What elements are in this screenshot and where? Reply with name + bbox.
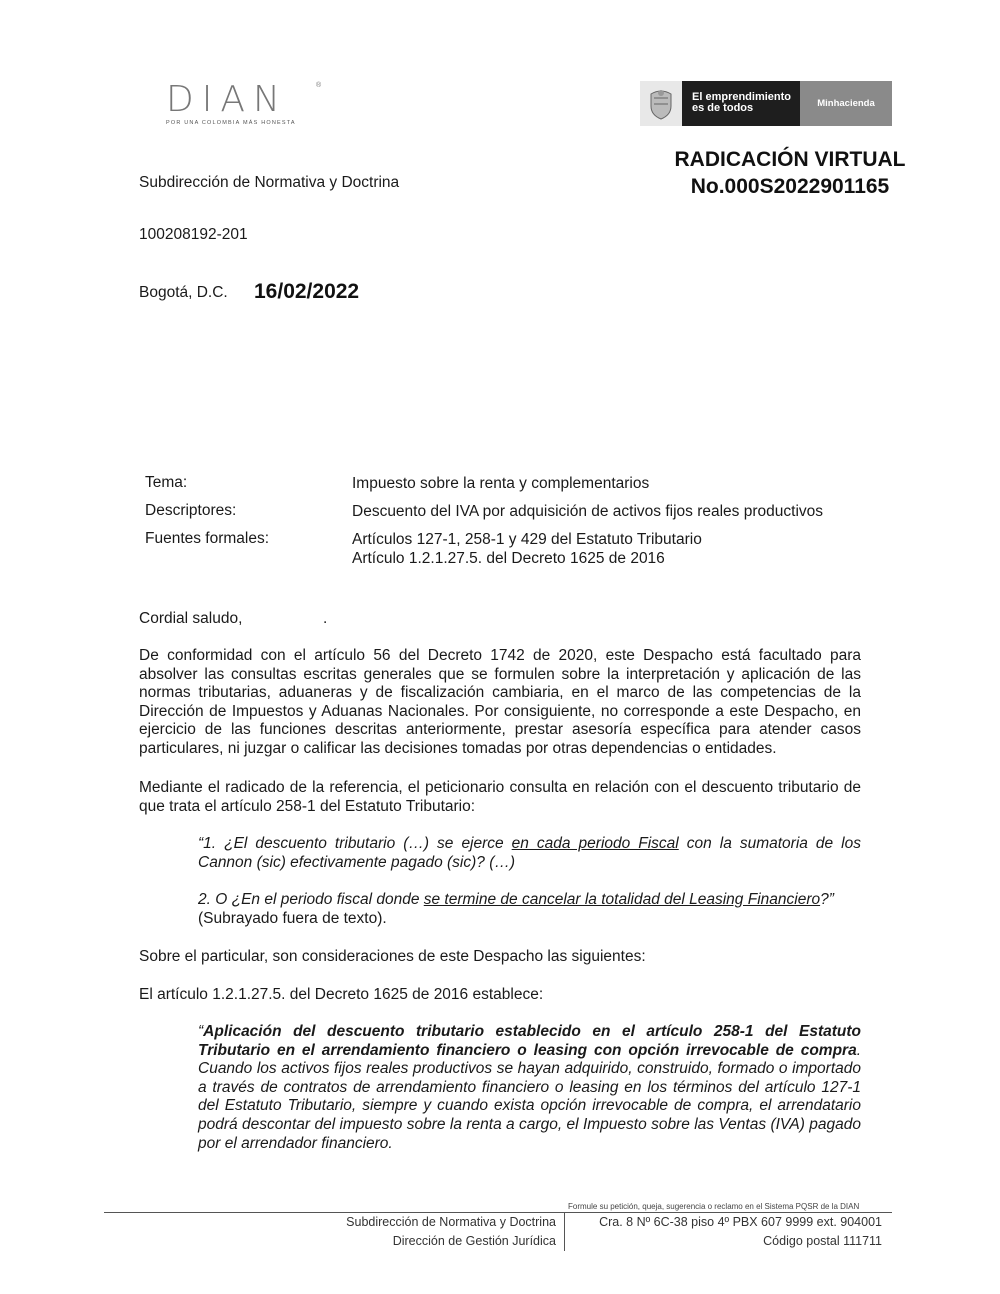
dian-logo-tagline: POR UNA COLOMBIA MÁS HONESTA [166, 120, 296, 126]
descriptores-value: Descuento del IVA por adquisición de activos fijos reales productivos [352, 503, 824, 520]
gov-slogan-line-2: es de todos [692, 102, 754, 114]
greeting: Cordial saludo, [139, 610, 243, 627]
fuentes-value-line-1: Artículos 127-1, 258-1 y 429 del Estatuto Tributario [352, 531, 702, 548]
city: Bogotá, D.C. [139, 284, 228, 301]
coat-of-arms-icon [640, 81, 682, 126]
radicacion-number: No.000S2022901165 [690, 175, 890, 198]
fuentes-label: Fuentes formales: [145, 530, 270, 547]
paragraph-1: De conformidad con el artículo 56 del Decreto 1742 de 2020, este Despacho está facultado para absolver las consultas escritas generales que se formulen sobre la interpretación y aplicación de las normas tributarias, aduaneras y de fiscalización cambiaria, en el marco de las competencias de la Dirección de Impuestos y Aduanas Nacionales. Por consiguiente, no corresponde a este Despacho, en ejercicio de las funciones descritas anteriormente, prestar asesoría específica para atender casos particulares, ni juzgar o calificar las decisiones tomadas por otras dependencias o entidades. [139, 647, 861, 757]
descriptores-label: Descriptores: [145, 502, 237, 519]
greeting-dot: . [323, 610, 328, 627]
question-1-part-b: con la sumatoria de los Cannon (sic) efectivamente pagado (sic)? (…) [198, 835, 861, 871]
ministry-name: Minhacienda [800, 81, 892, 126]
question-1-part-a: “1. ¿El descuento tributario (…) se ejerce [198, 835, 512, 852]
footer-office: Subdirección de Normativa y Doctrina [346, 1215, 556, 1229]
decree-quote-open: “ [198, 1023, 204, 1040]
question-1 [198, 835, 861, 872]
tema-value: Impuesto sobre la renta y complementarios [352, 475, 650, 492]
fuentes-value [352, 530, 702, 568]
decree-quote [198, 1023, 861, 1153]
footer-pqsr-note: Formule su petición, queja, sugerencia o reclamo en el Sistema PQSR de la DIAN [568, 1202, 860, 1211]
paragraph-4: El artículo 1.2.1.27.5. del Decreto 1625 de 2016 establece: [139, 986, 544, 1003]
footer-postal-code: Código postal 111711 [763, 1234, 882, 1248]
gov-slogan-line-1: El emprendimiento [692, 91, 792, 103]
office-name: Subdirección de Normativa y Doctrina [139, 174, 400, 191]
dian-logo-registered-mark: ® [316, 82, 322, 89]
question-2-part-b: ?” [820, 891, 834, 908]
gov-slogan [682, 81, 800, 126]
radicacion-stamp [640, 146, 940, 200]
footer-divider [104, 1212, 892, 1213]
dian-logo [166, 79, 326, 128]
question-1-underlined: en cada periodo Fiscal [511, 835, 679, 852]
question-2-part-a: 2. O ¿En el periodo fiscal donde [198, 891, 424, 908]
question-2 [198, 891, 861, 928]
document-date: 16/02/2022 [254, 280, 360, 303]
government-logo [640, 81, 892, 126]
paragraph-3: Sobre el particular, son consideraciones de este Despacho las siguientes: [139, 948, 646, 965]
reference-number: 100208192-201 [139, 226, 248, 243]
footer-vertical-divider [564, 1213, 565, 1251]
decree-quote-text: . Cuando los activos fijos reales productivos se hayan adquirido, construido, formado o importado a través de contratos de arrendamiento financiero o leasing en los términos del artículo 127-1 del Estatuto Tributario, siempre y cuando exista opción irrevocable de compra, el arrendatario podrá descontar del impuesto sobre la renta a cargo, el Impuesto sobre las Ventas (IVA) pagado por el arrendador financiero. [198, 1041, 861, 1152]
question-2-underlined: se termine de cancelar la totalidad del Leasing Financiero [423, 891, 821, 908]
footer-direction: Dirección de Gestión Jurídica [392, 1234, 556, 1248]
question-2-note: (Subrayado fuera de texto). [198, 909, 387, 927]
dian-logo-word: DIAN [166, 79, 288, 120]
fuentes-value-line-2: Artículo 1.2.1.27.5. del Decreto 1625 de 2016 [352, 550, 665, 567]
decree-quote-title: Aplicación del descuento tributario establecido en el artículo 258-1 del Estatuto Tributario en el arrendamiento financiero o leasing con opción irrevocable de compra [198, 1023, 861, 1059]
paragraph-2: Mediante el radicado de la referencia, el peticionario consulta en relación con el descuento tributario de que trata el artículo 258-1 del Estatuto Tributario: [139, 779, 861, 815]
tema-label: Tema: [145, 474, 188, 491]
footer-address: Cra. 8 Nº 6C-38 piso 4º PBX 607 9999 ext. 904001 [599, 1215, 882, 1229]
radicacion-title: RADICACIÓN VIRTUAL [674, 148, 906, 171]
